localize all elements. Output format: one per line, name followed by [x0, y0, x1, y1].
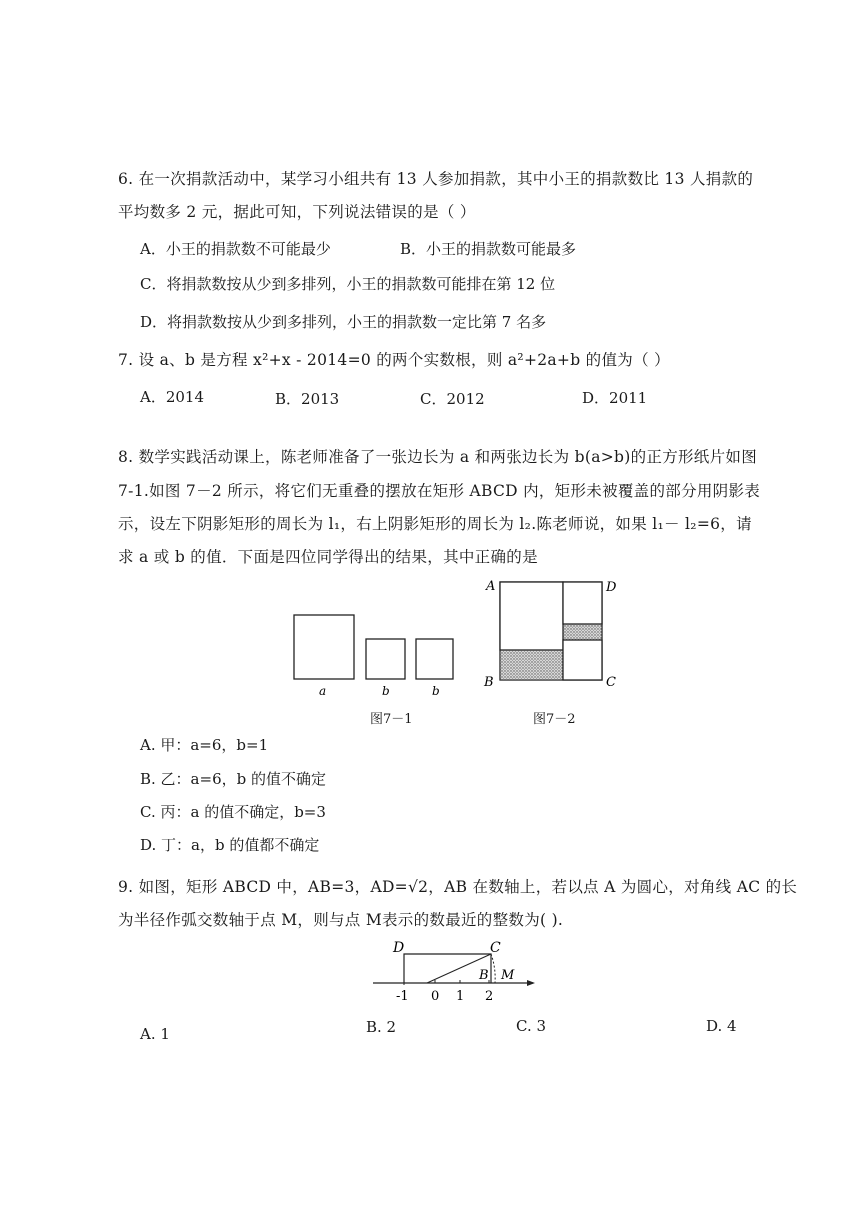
q9-option-b: B. 2 — [366, 1018, 397, 1036]
square-a — [294, 615, 354, 679]
q9-option-c: C. 3 — [516, 1017, 547, 1035]
fig2-label-B: B — [484, 675, 494, 690]
fig1-label-a: a — [319, 684, 327, 698]
q7-option-d: D．2011 — [582, 389, 648, 407]
fig-label-B: B — [479, 968, 489, 983]
q9-stem-line2: 为半径作弧交数轴于点 M，则与点 M表示的数最近的整数为( ). — [118, 911, 564, 929]
tick-label-2: 2 — [485, 989, 494, 1004]
fig-label-M: M — [501, 968, 515, 983]
q9-stem-line1: 9. 如图，矩形 ABCD 中，AB=3，AD=√2，AB 在数轴上，若以点 A 为圆心，对角线 AC 的长 — [118, 878, 798, 896]
tick-label-1: 1 — [456, 989, 465, 1004]
fig2-label-A: A — [486, 579, 496, 594]
q7-option-c: C．2012 — [420, 390, 485, 408]
fig1-label-b2: b — [432, 684, 440, 698]
placed-square-a — [500, 582, 563, 650]
q8-stem-line2: 7-1.如图 7－2 所示，将它们无重叠的摆放在矩形 ABCD 内，矩形未被覆盖的部分用阴影表 — [118, 482, 761, 500]
fig1-label-b1: b — [382, 684, 390, 698]
q9-option-d: D. 4 — [706, 1017, 737, 1035]
fig2-label-D: D — [606, 580, 617, 595]
square-b1 — [366, 639, 405, 679]
fig1-caption: 图7－1 — [370, 712, 413, 727]
axis-arrow — [527, 980, 535, 986]
q8-stem-line3: 示，设左下阴影矩形的周长为 l₁，右上阴影矩形的周长为 l₂.陈老师说，如果 l₁－ l₂=6，请 — [118, 515, 752, 533]
tick-label-minus1: -1 — [396, 989, 409, 1004]
q8-option-d: D. 丁：a，b 的值都不确定 — [140, 836, 320, 854]
q6-stem-line2: 平均数多 2 元，据此可知，下列说法错误的是（ ） — [118, 203, 476, 221]
figure-7-2 — [480, 574, 620, 694]
number-line-figure — [365, 938, 545, 1006]
q7-option-b: B．2013 — [275, 390, 340, 408]
rectangle-abcd-q9 — [404, 954, 491, 983]
q9-option-a: A. 1 — [140, 1025, 170, 1043]
q6-option-d: D．将捐款数按从少到多排列，小王的捐款数一定比第 7 名多 — [140, 313, 547, 331]
placed-square-b2 — [563, 640, 602, 680]
fig2-caption: 图7－2 — [533, 712, 576, 727]
q8-option-c: C. 丙：a 的值不确定，b=3 — [140, 803, 326, 821]
q8-option-a: A. 甲：a=6，b=1 — [140, 736, 269, 754]
q6-option-a: A．小王的捐款数不可能最少 — [140, 240, 331, 258]
placed-square-b1 — [563, 582, 602, 624]
q7-stem: 7. 设 a、b 是方程 x²+x - 2014=0 的两个实数根，则 a²+2a+b 的值为（ ） — [118, 351, 670, 369]
q6-option-c: C．将捐款数按从少到多排列，小王的捐款数可能排在第 12 位 — [140, 275, 556, 293]
q6-option-b: B．小王的捐款数可能最多 — [400, 240, 577, 258]
shaded-rect-l2 — [563, 624, 602, 640]
arc-to-m — [491, 954, 495, 983]
q8-option-b: B. 乙：a=6，b 的值不确定 — [140, 770, 326, 788]
square-b2 — [416, 639, 453, 679]
figure-7-1 — [285, 605, 465, 705]
q8-stem-line4: 求 a 或 b 的值．下面是四位同学得出的结果，其中正确的是 — [118, 548, 538, 566]
shaded-rect-l1 — [500, 650, 563, 680]
q7-option-a: A．2014 — [140, 388, 205, 406]
fig-label-D: D — [393, 940, 405, 956]
fig2-label-C: C — [606, 675, 616, 690]
q6-stem-line1: 6. 在一次捐款活动中，某学习小组共有 13 人参加捐款，其中小王的捐款数比 13 人捐款的 — [118, 170, 754, 188]
tick-label-0: 0 — [431, 989, 440, 1004]
fig-label-C: C — [490, 940, 501, 956]
q8-stem-line1: 8. 数学实践活动课上，陈老师准备了一张边长为 a 和两张边长为 b(a>b)的正方形纸片如图 — [118, 448, 758, 466]
